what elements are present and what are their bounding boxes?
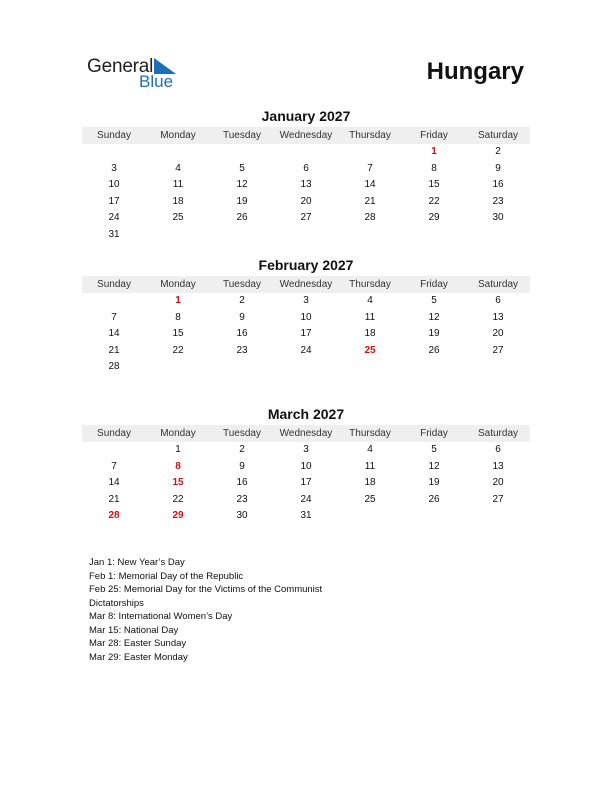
holiday-day-cell: 25 [364,344,376,356]
day-cell: 7 [367,162,373,174]
day-cell: 30 [236,510,248,522]
day-cell: 13 [492,460,504,472]
weekday-label: Sunday [97,130,131,141]
day-cell: 19 [428,328,440,340]
day-cell: 18 [364,477,376,489]
day-cell: 19 [428,477,440,489]
weekday-header-row [82,127,530,144]
day-cell: 19 [236,195,248,207]
holiday-note: Jan 1: New Year’s Day [89,557,185,568]
empty-day-cell [82,293,146,310]
month-march [82,405,530,525]
day-cell: 26 [428,344,440,356]
month-title: January 2027 [261,108,351,124]
day-cell: 2 [239,444,245,455]
month-february [82,256,530,376]
weekday-label: Wednesday [279,130,333,141]
day-cell: 16 [236,328,248,340]
holiday-day-cell: 8 [175,460,181,472]
day-cell: 10 [108,179,120,191]
day-cell: 10 [300,311,312,323]
holiday-day-cell: 15 [172,477,184,489]
day-cell: 2 [495,146,501,157]
empty-day-cell [146,144,210,161]
day-cell: 12 [428,311,440,323]
weekday-header-row [82,276,530,293]
weekday-label: Friday [420,428,448,439]
month-january [82,107,530,244]
weekday-label: Tuesday [223,279,261,290]
day-cell: 21 [364,195,376,207]
day-cell: 9 [239,460,245,472]
weekday-label: Saturday [477,428,519,439]
logo-text-general: General [87,56,154,77]
day-cell: 3 [303,444,309,455]
holiday-note: Mar 28: Easter Sunday [89,638,187,649]
day-cell: 30 [492,212,504,224]
weekday-header-row [82,425,530,442]
weekday-label: Thursday [349,428,391,439]
day-cell: 5 [431,295,437,306]
holiday-day-cell: 28 [108,510,120,522]
weekday-label: Wednesday [279,279,333,290]
empty-day-cell [274,144,338,161]
weekday-label: Monday [160,428,196,439]
day-cell: 23 [492,195,504,207]
holiday-day-cell: 1 [175,295,181,306]
generalblue-logo [87,56,187,96]
day-cell: 29 [428,212,440,224]
weekday-label: Friday [420,130,448,141]
holiday-notes [89,556,329,664]
day-cell: 13 [492,311,504,323]
weekday-label: Wednesday [279,428,333,439]
day-cell: 28 [108,361,120,373]
holiday-note: Mar 8: International Women’s Day [89,611,233,622]
weekday-label: Sunday [97,279,131,290]
day-cell: 24 [300,344,312,356]
day-cell: 5 [239,162,245,174]
day-cell: 4 [175,162,181,174]
day-cell: 14 [364,179,376,191]
day-cell: 5 [431,444,437,455]
day-cell: 3 [111,162,117,174]
country-title: Hungary [426,58,524,85]
day-cell: 12 [236,179,248,191]
day-cell: 17 [300,328,312,340]
day-cell: 24 [108,212,120,224]
weekday-label: Sunday [97,428,131,439]
month-title: February 2027 [258,257,354,273]
day-cell: 20 [492,328,504,340]
holiday-note: Feb 25: Memorial Day for the Victims of the Communist Dictatorships [89,584,323,609]
day-cell: 25 [172,212,184,224]
day-cell: 1 [175,444,181,455]
day-cell: 9 [239,311,245,323]
weekday-label: Thursday [349,279,391,290]
holiday-note: Mar 29: Easter Monday [89,651,188,663]
day-cell: 20 [492,477,504,489]
holiday-day-cell: 29 [172,510,184,522]
day-cell: 4 [367,444,373,455]
day-cell: 25 [364,493,376,505]
day-cell: 31 [300,510,312,522]
day-cell: 17 [108,195,120,207]
day-cell: 17 [300,477,312,489]
day-grid [82,442,530,525]
logo-text-blue: Blue [139,72,174,91]
day-cell: 23 [236,493,248,505]
day-cell: 13 [300,179,312,191]
day-cell: 27 [300,212,312,224]
day-cell: 14 [108,477,120,489]
weekday-label: Monday [160,279,196,290]
weekday-label: Tuesday [223,428,261,439]
day-cell: 18 [172,195,184,207]
day-cell: 7 [111,460,117,472]
day-cell: 22 [172,493,184,505]
empty-day-cell [82,144,146,161]
day-cell: 21 [108,344,120,356]
day-cell: 20 [300,195,312,207]
day-cell: 2 [239,295,245,306]
day-cell: 15 [428,179,440,191]
day-cell: 11 [172,179,184,191]
day-cell: 23 [236,344,248,356]
day-cell: 6 [495,444,501,455]
holiday-note: Feb 1: Memorial Day of the Republic [89,570,244,582]
day-cell: 8 [175,311,181,323]
day-cell: 9 [495,162,501,174]
holiday-note: Mar 15: National Day [89,624,179,636]
month-title: March 2027 [267,406,345,422]
weekday-label: Tuesday [223,130,261,141]
day-cell: 27 [492,493,504,505]
day-cell: 3 [303,295,309,306]
day-cell: 12 [428,460,440,472]
day-cell: 6 [303,162,309,174]
day-cell: 27 [492,344,504,356]
weekday-label: Friday [420,279,448,290]
day-grid [82,144,530,244]
weekday-label: Monday [160,130,196,141]
day-cell: 6 [495,295,501,306]
weekday-label: Saturday [477,279,519,290]
day-cell: 10 [300,460,312,472]
day-grid [82,293,530,376]
day-cell: 14 [108,328,120,340]
empty-day-cell [210,144,274,161]
empty-day-cell [82,442,146,459]
day-cell: 26 [236,212,248,224]
holiday-day-cell: 1 [431,146,437,157]
day-cell: 22 [428,195,440,207]
day-cell: 11 [364,311,376,323]
day-cell: 16 [236,477,248,489]
day-cell: 8 [431,162,437,174]
day-cell: 21 [108,493,120,505]
day-cell: 26 [428,493,440,505]
day-cell: 4 [367,295,373,306]
weekday-label: Saturday [477,130,519,141]
day-cell: 18 [364,328,376,340]
day-cell: 24 [300,493,312,505]
day-cell: 7 [111,311,117,323]
day-cell: 11 [364,460,376,472]
day-cell: 28 [364,212,376,224]
empty-day-cell [338,144,402,161]
day-cell: 15 [172,328,184,340]
day-cell: 31 [108,228,120,240]
day-cell: 22 [172,344,184,356]
day-cell: 16 [492,179,504,191]
weekday-label: Thursday [349,130,391,141]
